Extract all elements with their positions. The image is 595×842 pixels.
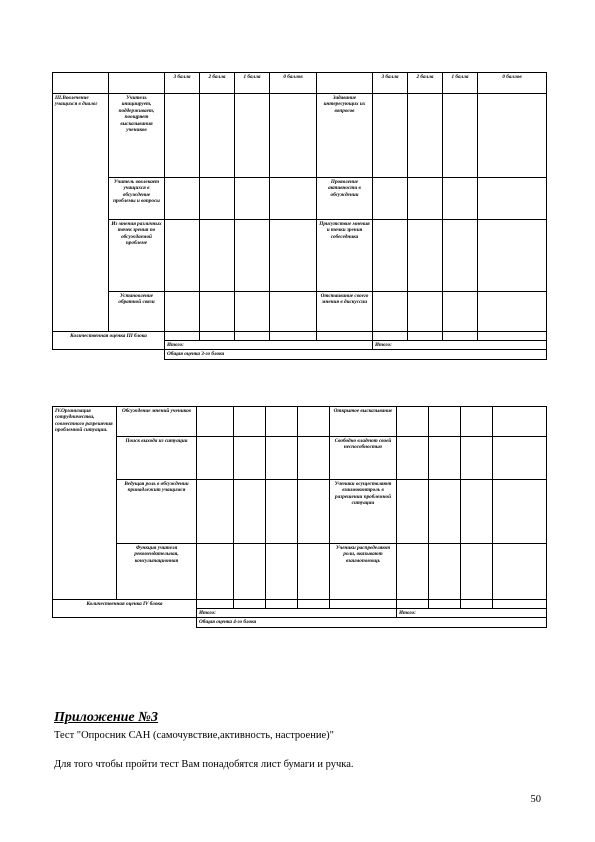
- score-cell: [397, 600, 429, 609]
- student-criterion: Ученики осуществляют взаимоконтроль в разрешении проблемной ситуации: [330, 480, 397, 544]
- score-cell: [266, 437, 298, 480]
- score-cell: [197, 480, 234, 544]
- score-cell: [493, 437, 547, 480]
- score-cell: [235, 178, 270, 220]
- score-cell: [200, 178, 235, 220]
- teacher-criterion: Ведущая роль в обсуждении принадлежит учащимся: [117, 480, 197, 544]
- appendix-test-line: Тест "Опросник САН (самочувствие,активность, настроение)": [54, 730, 334, 741]
- section-title: III.Вовлечение учащихся в диалог: [53, 94, 109, 332]
- score-cell: [200, 332, 235, 341]
- total-label: Общая оценка 3-го блока: [165, 350, 547, 359]
- score-cell: [373, 178, 408, 220]
- score-cell: [478, 94, 547, 178]
- score-cell: [317, 332, 373, 341]
- score-cell: [443, 94, 478, 178]
- score-cell: [461, 480, 493, 544]
- score-cell: [397, 407, 429, 437]
- header-points: 1 балла: [443, 73, 478, 94]
- appendix-title: Приложение №3: [54, 710, 158, 725]
- teacher-criterion: Поиск выхода из ситуации: [117, 437, 197, 480]
- header-blank: [109, 73, 165, 94]
- score-cell: [234, 480, 266, 544]
- header-blank: [53, 73, 109, 94]
- score-cell: [408, 94, 443, 178]
- score-cell: [234, 600, 266, 609]
- itogo-right: Итого:: [373, 341, 547, 350]
- score-cell: [298, 600, 330, 609]
- score-cell: [443, 332, 478, 341]
- header-points: 2 балла: [200, 73, 235, 94]
- itogo-left: Итого:: [197, 609, 397, 618]
- blank-cell: [53, 350, 165, 359]
- score-cell: [408, 292, 443, 332]
- section-title: IV.Организация сотрудничества, совместного разрешения проблемной ситуации.: [53, 407, 117, 600]
- score-cell: [197, 544, 234, 600]
- score-cell: [235, 332, 270, 341]
- score-cell: [478, 332, 547, 341]
- score-cell: [443, 178, 478, 220]
- score-cell: [235, 94, 270, 178]
- score-cell: [266, 407, 298, 437]
- header-points: 3 балла: [373, 73, 408, 94]
- itogo-left: Итого:: [165, 341, 373, 350]
- score-cell: [373, 332, 408, 341]
- score-cell: [493, 600, 547, 609]
- evaluation-table-block-3: [52, 72, 547, 360]
- student-criterion: Свободно владеют своей неспособностью: [330, 437, 397, 480]
- score-cell: [165, 178, 200, 220]
- score-cell: [270, 220, 317, 292]
- header-points: 3 балла: [165, 73, 200, 94]
- score-cell: [493, 407, 547, 437]
- score-cell: [429, 480, 461, 544]
- appendix-instruction-line: Для того чтобы пройти тест Вам понадобятся лист бумаги и ручка.: [54, 759, 354, 770]
- score-cell: [234, 544, 266, 600]
- header-points: 2 балла: [408, 73, 443, 94]
- score-cell: [270, 292, 317, 332]
- score-cell: [429, 407, 461, 437]
- teacher-criterion: Учитель вовлекает учащихся в обсуждение проблемы и вопросы: [109, 178, 165, 220]
- score-cell: [461, 600, 493, 609]
- score-cell: [397, 437, 429, 480]
- score-cell: [443, 220, 478, 292]
- score-cell: [443, 292, 478, 332]
- score-cell: [197, 437, 234, 480]
- score-cell: [461, 544, 493, 600]
- score-cell: [408, 178, 443, 220]
- score-cell: [298, 407, 330, 437]
- student-criterion: Проявление активности в обсуждении: [317, 178, 373, 220]
- score-cell: [165, 332, 200, 341]
- score-cell: [197, 600, 234, 609]
- score-cell: [200, 292, 235, 332]
- score-cell: [397, 480, 429, 544]
- score-cell: [429, 600, 461, 609]
- score-cell: [200, 94, 235, 178]
- score-cell: [165, 220, 200, 292]
- page-number: 50: [530, 794, 541, 805]
- score-cell: [429, 544, 461, 600]
- score-cell: [235, 220, 270, 292]
- student-criterion: Отстаивание своего мнения в дискуссии: [317, 292, 373, 332]
- count-label: Количественная оценка III блока: [53, 332, 165, 350]
- score-cell: [200, 220, 235, 292]
- student-criterion: Открытое высказывание: [330, 407, 397, 437]
- header-blank: [317, 73, 373, 94]
- count-label: Количественная оценка IV блока: [53, 600, 197, 618]
- score-cell: [461, 437, 493, 480]
- teacher-criterion: Установление обратной связи: [109, 292, 165, 332]
- score-cell: [197, 407, 234, 437]
- score-cell: [270, 94, 317, 178]
- score-cell: [478, 178, 547, 220]
- teacher-criterion: Учитель инициирует, поддерживает, поощряет высказывания учеников: [109, 94, 165, 178]
- score-cell: [408, 220, 443, 292]
- teacher-criterion: Обсуждение мнений учеников: [117, 407, 197, 437]
- itogo-right: Итого:: [397, 609, 547, 618]
- score-cell: [373, 292, 408, 332]
- score-cell: [234, 407, 266, 437]
- score-cell: [266, 480, 298, 544]
- score-cell: [373, 220, 408, 292]
- score-cell: [298, 480, 330, 544]
- score-cell: [373, 94, 408, 178]
- score-cell: [478, 292, 547, 332]
- score-cell: [397, 544, 429, 600]
- evaluation-table-block-4: [52, 406, 547, 628]
- score-cell: [266, 544, 298, 600]
- score-cell: [298, 544, 330, 600]
- total-label: Общая оценка 4-го блока: [197, 618, 547, 627]
- score-cell: [298, 437, 330, 480]
- student-criterion: Присутствие мнения и точки зрения собеседника: [317, 220, 373, 292]
- score-cell: [461, 407, 493, 437]
- header-points: 0 баллов: [478, 73, 547, 94]
- score-cell: [235, 292, 270, 332]
- score-cell: [330, 600, 397, 609]
- score-cell: [493, 544, 547, 600]
- score-cell: [165, 292, 200, 332]
- score-cell: [270, 332, 317, 341]
- teacher-criterion: Из мнения различных точек зрения по обсуждаемой проблеме: [109, 220, 165, 292]
- teacher-criterion: Функция учителя рекомендательная, консультационная: [117, 544, 197, 600]
- score-cell: [429, 437, 461, 480]
- score-cell: [493, 480, 547, 544]
- student-criterion: Ученики распределяют роли, оказывают взаимопомощь: [330, 544, 397, 600]
- blank-cell: [53, 618, 197, 627]
- score-cell: [165, 94, 200, 178]
- header-points: 1 балла: [235, 73, 270, 94]
- score-cell: [270, 178, 317, 220]
- score-cell: [266, 600, 298, 609]
- score-cell: [478, 220, 547, 292]
- header-points: 0 баллов: [270, 73, 317, 94]
- student-criterion: Задавание интересующих их вопросов: [317, 94, 373, 178]
- score-cell: [408, 332, 443, 341]
- score-cell: [234, 437, 266, 480]
